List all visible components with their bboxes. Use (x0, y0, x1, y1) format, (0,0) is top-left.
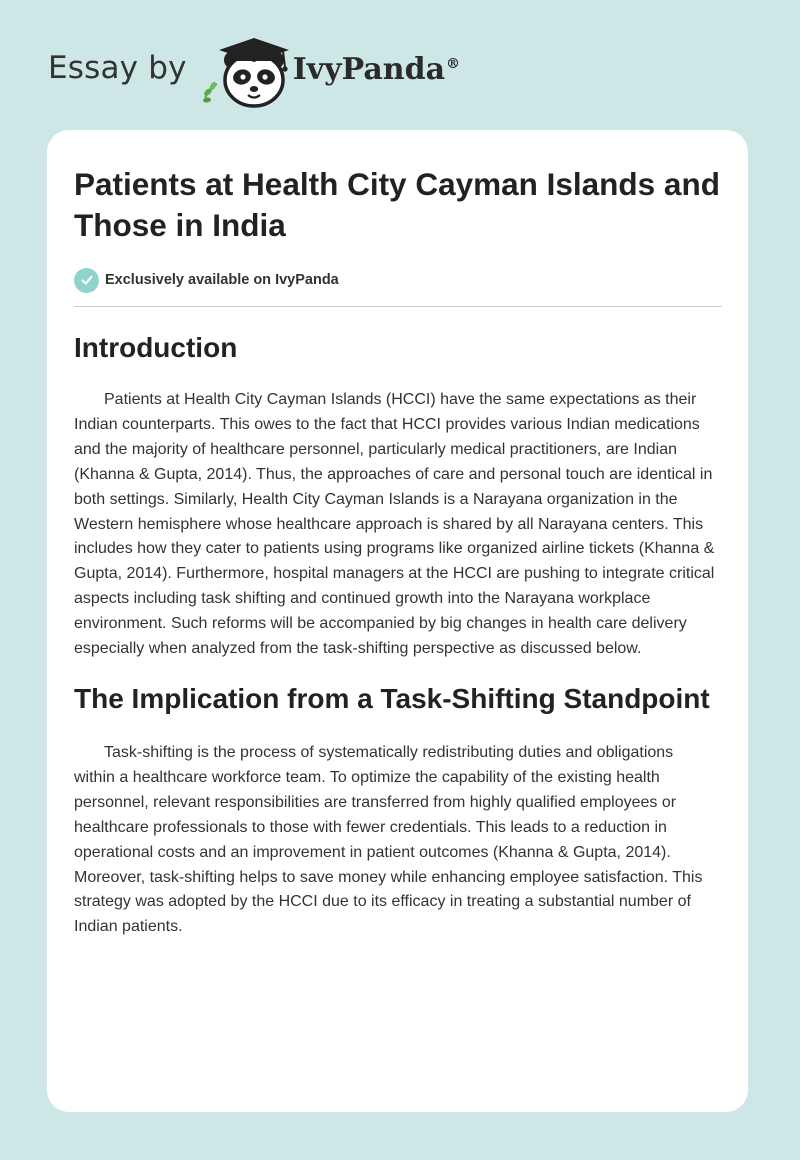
section-heading-task-shifting: The Implication from a Task-Shifting Standpoint (74, 682, 710, 714)
brand-name-text: IvyPanda (292, 51, 446, 87)
essay-card (47, 130, 748, 1112)
section-heading-introduction: Introduction (74, 332, 238, 363)
section-paragraph-introduction: Patients at Health City Cayman Islands (HCCI) have the same expectations as their Indian counterparts. This owes to the fact that HCCI provides various Indian medications and the majority of healthcare personnel, particularly medical practitioners, are Indian (Khanna & Gupta, 2014). Thus, the approaches of care and personal touch are identical in both settings. Similarly, Health City Cayman Islands is a Narayana organization in the Western hemisphere whose healthcare approach is shared by all Narayana centers. This includes how they cater to patients using programs like organized airline tickets (Khanna & Gupta, 2014). Furthermore, hospital managers at the HCCI are pushing to integrate critical aspects including task shifting and continued growth into the Narayana workplace environment. Such reforms will be accompanied by big changes in health care delivery especially when analyzed from the task-shifting perspective as discussed below. (74, 391, 715, 658)
check-circle-icon (74, 268, 99, 293)
ivypanda-wordmark[interactable] (293, 52, 460, 87)
exclusive-label: Exclusively available on IvyPanda (105, 272, 339, 288)
section-paragraph-task-shifting: Task-shifting is the process of systematically redistributing duties and obligations within a healthcare workforce team. To optimize the capability of the existing health personnel, relevant responsibilities are transferred from highly qualified employees or healthcare professionals to those with fewer credentials. This leads to a reduction in operational costs and an improvement in patient outcomes (Khanna & Gupta, 2014). Moreover, task-shifting helps to save money while enhancing employee satisfaction. This strategy was adopted by the HCCI due to its efficacy in treating a substantial number of Indian patients. (74, 743, 703, 936)
essay-by-label: Essay by (48, 50, 187, 86)
section-task-shifting (74, 678, 721, 940)
essay-title: Patients at Health City Cayman Islands and Those in India (74, 166, 720, 243)
panda-logo-icon[interactable] (199, 34, 299, 110)
registered-mark: ® (446, 55, 461, 72)
exclusive-badge (74, 266, 721, 294)
site-header (48, 34, 460, 110)
title-divider (74, 306, 722, 307)
section-introduction (74, 327, 721, 662)
